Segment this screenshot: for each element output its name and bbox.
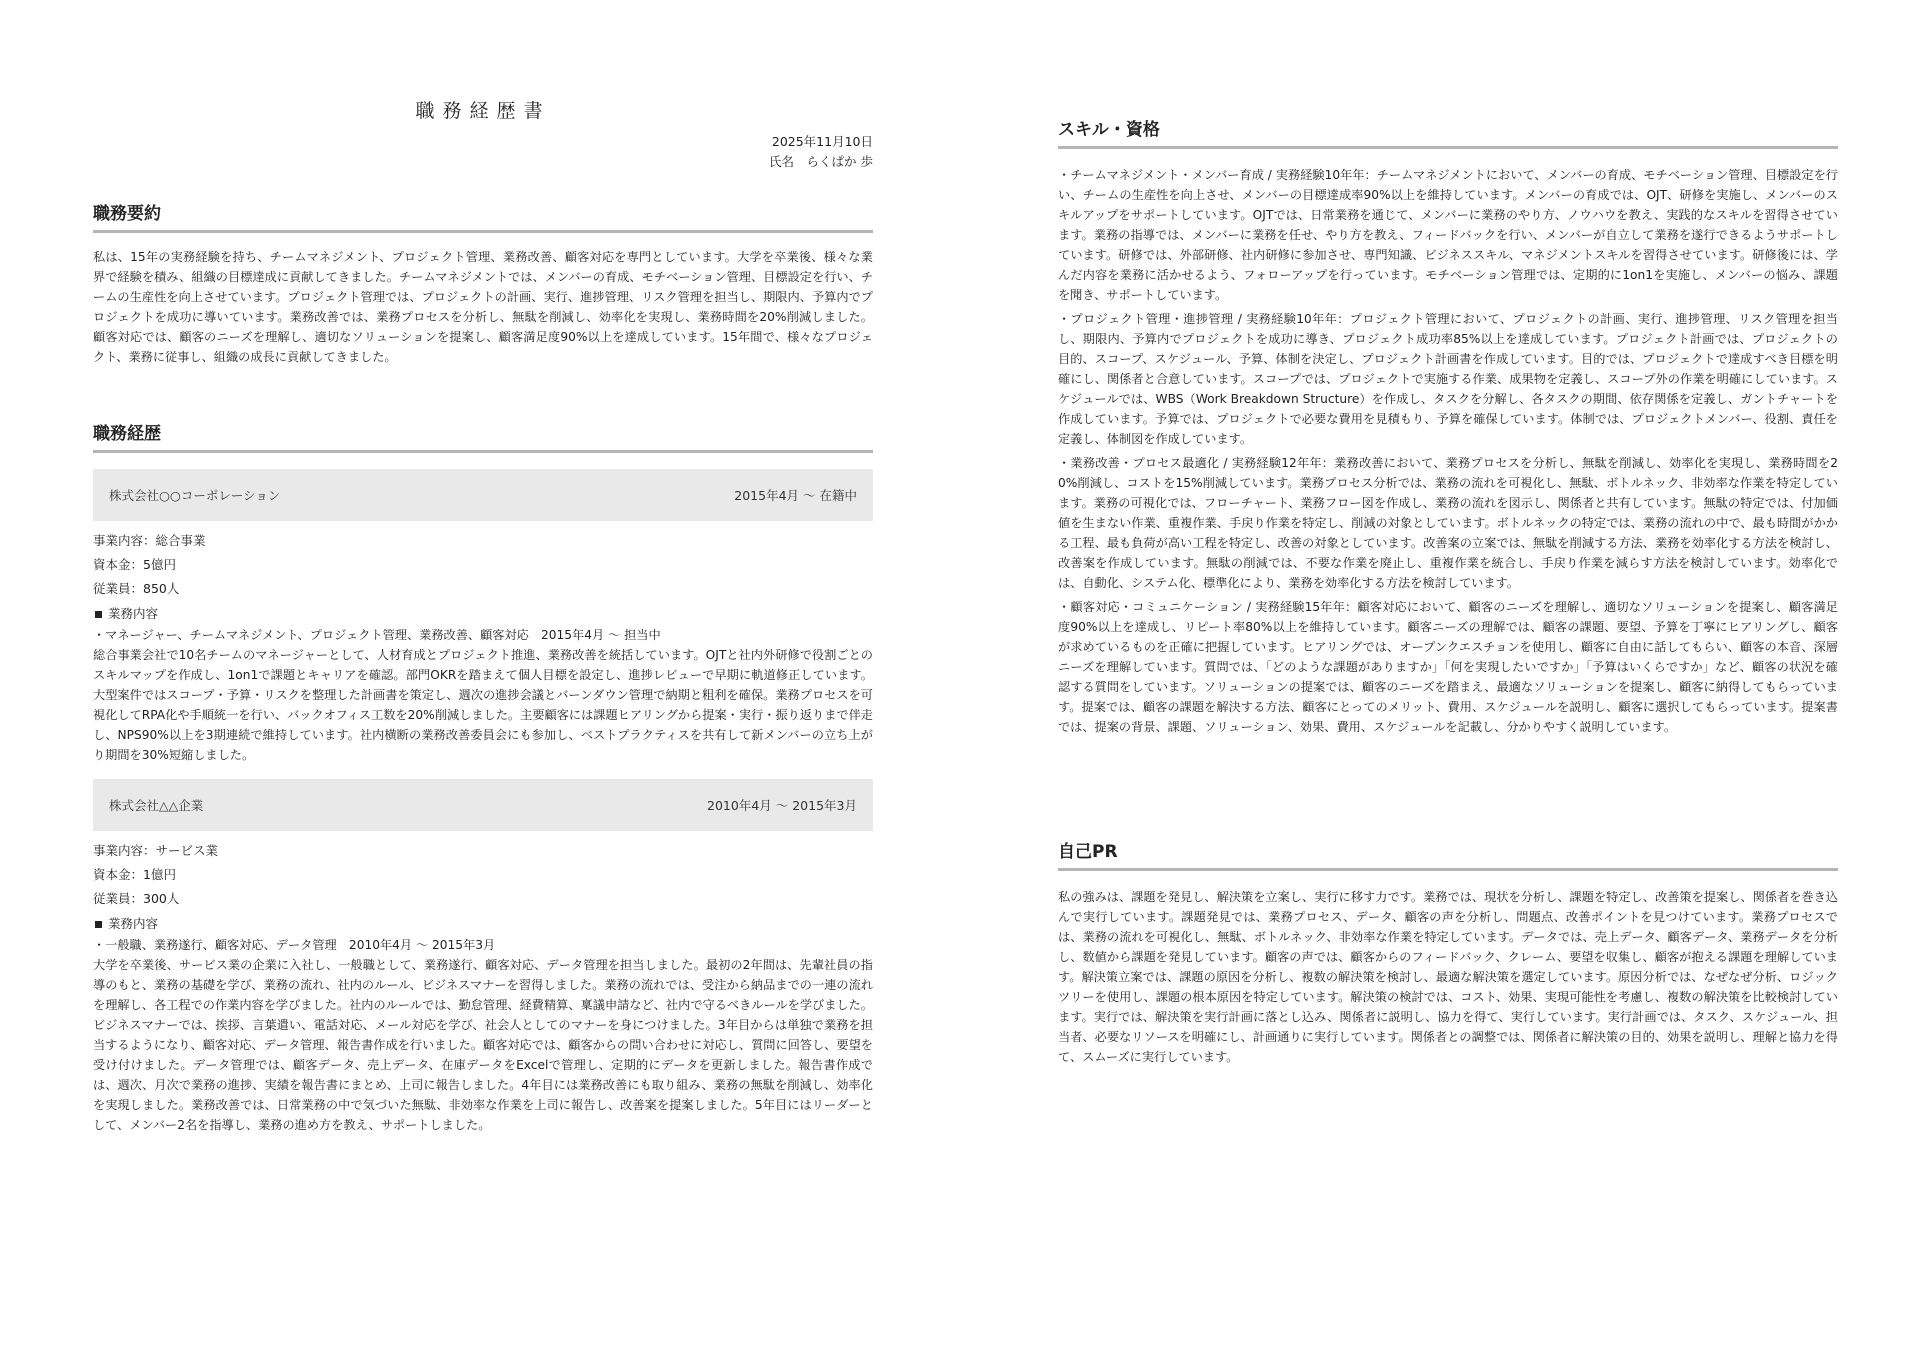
duties-subheading: 業務内容 bbox=[93, 603, 873, 625]
document-date: 2025年11月10日 bbox=[771, 134, 873, 149]
pr-heading: 自己PR bbox=[1058, 840, 1838, 871]
pr-text: 私の強みは、課題を発見し、解決策を立案し、実行に移す力です。業務では、現状を分析し、課題を特定し、改善策を提案し、関係者を巻き込んで実行しています。課題発見では、業務プロセス、データ、顧客の声を分析し、問題点、改善ポイントを見つけています。業務プロセスでは、業務の流れを可視化し、無駄、ボトルネック、非効率な作業を特定しています。データでは、売上データ、顧客データ、業務データを分析し、数値から課題を発見しています。顧客の声では、顧客からのフィードバック、クレーム、要望を収集し、顧客が抱える課題を理解しています。解決策立案では、課題の原因を分析し、複数の解決策を検討し、最適な解決策を選定しています。原因分析では、なぜなぜ分析、ロジックツリーを使用し、課題の根本原因を特定しています。解決策の検討では、コスト、効果、実現可能性を考慮し、複数の解決策を比較検討しています。実行では、解決策を実行計画に落とし込み、関係者に説明し、協力を得て、実行しています。実行計画では、タスク、スケジュール、担当者、必要なリソースを明確にし、計画通りに実行しています。関係者との調整では、関係者に解決策の目的、効果を説明し、理解と協力を得て、スムーズに実行しています。 bbox=[1058, 890, 1838, 1064]
summary-section bbox=[93, 202, 873, 367]
document-meta bbox=[769, 132, 873, 172]
skill-item: ・業務改善・プロセス最適化 / 実務経験12年年：業務改善において、業務プロセスを分析し、無駄を削減し、効率化を実現し、業務時間を20%削減し、コストを15%削減しています。業務プロセス分析では、業務の流れを可視化し、無駄、ボトルネック、非効率な作業を特定しています。業務の可視化では、フローチャート、業務フロー図を作成し、業務の流れを図示し、関係者と共有しています。無駄の特定では、付加価値を生まない作業、重複作業、手戻り作業を特定し、削減の対象としています。ボトルネックの特定では、業務の流れの中で、最も時間がかかる工程、最も負荷が高い工程を特定し、改善の対象としています。改善案の立案では、無駄を削減する方法、業務を効率化する方法を検討し、改善案を作成しています。無駄の削減では、不要な作業を廃止し、重複作業を統合し、手戻り作業を減らす方法を検討しています。効率化では、自動化、システム化、標準化により、業務を効率化する方法を検討しています。 bbox=[1058, 456, 1838, 590]
summary-heading: 職務要約 bbox=[93, 202, 873, 233]
skill-item: ・顧客対応・コミュニケーション / 実務経験15年年：顧客対応において、顧客のニーズを理解し、適切なソリューションを提案し、顧客満足度90%以上を達成し、リピート率80%以上を維持しています。顧客ニーズの理解では、顧客の課題、要望、予算を丁寧にヒアリングし、顧客が求めているものを正確に把握しています。ヒアリングでは、オープンクエスチョンを使用し、顧客に自由に話してもらい、顧客の本音、深層ニーズを理解しています。質問では、「どのような課題がありますか」「何を実現したいですか」「予算はいくらですか」など、顧客の状況を確認する質問をしています。ソリューションの提案では、顧客のニーズを踏まえ、最適なソリューションを提案し、顧客に納得してもらっています。提案では、顧客の課題を解決する方法、顧客にとってのメリット、費用、スケジュールを説明し、顧客に選択してもらっています。提案書では、提案の背景、課題、ソリューション、効果、費用、スケジュールを記載し、分かりやすく説明しています。 bbox=[1058, 600, 1838, 734]
pr-section bbox=[1058, 840, 1838, 1067]
square-bullet-icon bbox=[95, 611, 102, 618]
company-business: 事業内容：サービス業 bbox=[93, 843, 219, 858]
company-entry bbox=[93, 469, 873, 765]
skill-item: ・チームマネジメント・メンバー育成 / 実務経験10年年：チームマネジメントにおいて、メンバーの育成、モチベーション管理、目標設定を行い、チームの生産性を向上させ、メンバーの目標達成率90%以上を維持しています。メンバーの育成では、OJT、研修を実施し、メンバーのスキルアップをサポートしています。OJTでは、日常業務を通じて、メンバーに業務のやり方、ノウハウを教え、実践的なスキルを習得させています。業務の指導では、メンバーに業務を任せ、やり方を教え、フィードバックを行い、メンバーが自立して業務を遂行できるようサポートしています。研修では、外部研修、社内研修に参加させ、専門知識、ビジネススキル、マネジメントスキルを習得させています。研修後には、学んだ内容を業務に活かせるよう、フォローアップを行っています。モチベーション管理では、定期的に1on1を実施し、メンバーの悩み、課題を聞き、サポートしています。 bbox=[1058, 168, 1838, 302]
summary-text: 私は、15年の実務経験を持ち、チームマネジメント、プロジェクト管理、業務改善、顧客対応を専門としています。大学を卒業後、様々な業界で経験を積み、組織の目標達成に貢献してきました。チームマネジメントでは、メンバーの育成、モチベーション管理、目標設定を行い、チームの生産性を向上させています。プロジェクト管理では、プロジェクトの計画、実行、進捗管理、リスク管理を担当し、期限内、予算内でプロジェクトを成功に導いています。業務改善では、業務プロセスを分析し、無駄を削減し、効率化を実現し、業務時間を20%削減しました。顧客対応では、顧客のニーズを理解し、適切なソリューションを提案し、顧客満足度90%以上を達成しています。15年間で、様々なプロジェクト、業務に従事し、組織の成長に貢献してきました。 bbox=[93, 250, 873, 364]
role-line: ・マネージャー、チームマネジメント、プロジェクト管理、業務改善、顧客対応 2015年4月 〜 担当中 bbox=[93, 628, 661, 642]
document-title: 職務経歴書 bbox=[415, 100, 551, 122]
company-business: 事業内容：総合事業 bbox=[93, 533, 206, 548]
company-header bbox=[93, 779, 873, 831]
company-entry bbox=[93, 779, 873, 1135]
company-header bbox=[93, 469, 873, 521]
company-employees: 従業員：300人 bbox=[93, 891, 180, 906]
applicant-name-line bbox=[769, 152, 873, 172]
company-capital: 資本金：1億円 bbox=[93, 867, 176, 882]
role-description: 総合事業会社で10名チームのマネージャーとして、人材育成とプロジェクト推進、業務改善を統括しています。OJTと社内外研修で役割ごとのスキルマップを作成し、1on1で課題とキャリアを確認。部門OKRを踏まえて個人目標を設定し、進捗レビューで早期に軌道修正しています。大型案件ではスコープ・予算・リスクを整理した計画書を策定し、週次の進捗会議とバーンダウン管理で納期と粗利を確保。業務プロセスを可視化してRPA化や手順統一を行い、バックオフィス工数を20%削減しました。主要顧客には課題ヒアリングから提案・実行・振り返りまで伴走し、NPS90%以上を3期連続で維持しています。社内横断の業務改善委員会にも参加し、ベストプラクティスを共有して新メンバーの立ち上がり期間を30%短縮しました。 bbox=[93, 648, 873, 762]
name-label: 氏名 bbox=[768, 154, 794, 169]
company-period: 2010年4月 〜 2015年3月 bbox=[707, 798, 857, 813]
company-name: 株式会社△△企業 bbox=[109, 798, 204, 813]
company-period: 2015年4月 〜 在籍中 bbox=[734, 488, 857, 503]
square-bullet-icon bbox=[95, 921, 102, 928]
skills-heading: スキル・資格 bbox=[1058, 118, 1838, 149]
company-capital: 資本金：5億円 bbox=[93, 557, 176, 572]
skills-section bbox=[1058, 118, 1838, 741]
company-name: 株式会社○○コーポレーション bbox=[109, 488, 281, 503]
skill-item: ・プロジェクト管理・進捗管理 / 実務経験10年年：プロジェクト管理において、プロジェクトの計画、実行、進捗管理、リスク管理を担当し、期限内、予算内でプロジェクトを成功に導き、プロジェクト成功率85%以上を達成しています。プロジェクト計画では、プロジェクトの目的、スコープ、スケジュール、予算、体制を決定し、プロジェクト計画書を作成しています。目的では、プロジェクトで達成すべき目標を明確にし、関係者と合意しています。スコープでは、プロジェクトで実施する作業、成果物を定義し、スコープ外の作業を明確にしています。スケジュールでは、WBS（Work Breakdown Structure）を作成し、タスクを分解し、各タスクの期間、依存関係を定義し、ガントチャートを作成しています。予算では、プロジェクトで必要な費用を見積もり、予算を確保しています。体制では、プロジェクトメンバー、役割、責任を定義し、体制図を作成しています。 bbox=[1058, 312, 1838, 446]
applicant-name: らくぱか 歩 bbox=[806, 154, 873, 169]
company-employees: 従業員：850人 bbox=[93, 581, 180, 596]
history-heading: 職務経歴 bbox=[93, 422, 873, 453]
role-line: ・一般職、業務遂行、顧客対応、データ管理 2010年4月 〜 2015年3月 bbox=[93, 938, 496, 952]
role-description: 大学を卒業後、サービス業の企業に入社し、一般職として、業務遂行、顧客対応、データ管理を担当しました。最初の2年間は、先輩社員の指導のもと、業務の基礎を学び、業務の流れ、社内のルール、ビジネスマナーを習得しました。業務の流れでは、受注から納品までの一連の流れを理解し、各工程での作業内容を学びました。社内のルールでは、勤怠管理、経費精算、稟議申請など、社内で守るべきルールを学びました。ビジネスマナーでは、挨拶、言葉遣い、電話対応、メール対応を学び、社会人としてのマナーを身につけました。3年目からは単独で業務を担当するようになり、顧客対応、データ管理、報告書作成を行いました。顧客対応では、顧客からの問い合わせに対応し、質問に回答し、要望を受け付けました。データ管理では、顧客データ、売上データ、在庫データをExcelで管理し、定期的にデータを更新しました。報告書作成では、週次、月次で業務の進捗、実績を報告書にまとめ、上司に報告しました。4年目には業務改善にも取り組み、業務の無駄を削減し、効率化を実現しました。業務改善では、日常業務の中で気づいた無駄、非効率な作業を上司に報告し、改善案を提案しました。5年目にはリーダーとして、メンバー2名を指導し、業務の進め方を教え、サポートしました。 bbox=[93, 958, 873, 1132]
duties-subheading: 業務内容 bbox=[93, 913, 873, 935]
history-section bbox=[93, 422, 873, 1135]
